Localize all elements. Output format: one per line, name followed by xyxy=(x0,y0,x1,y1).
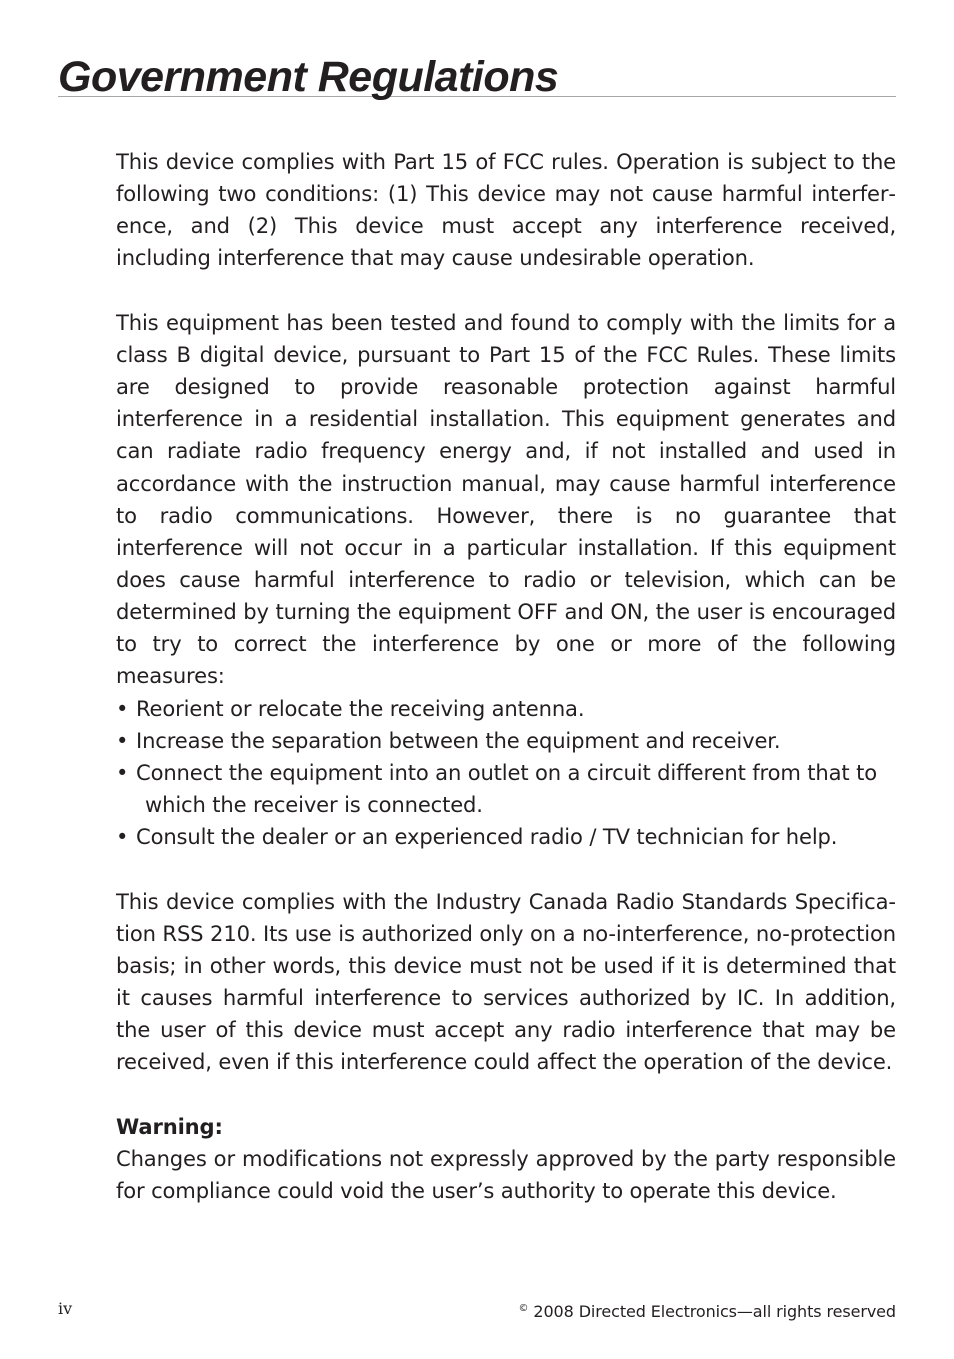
bullet-icon: • xyxy=(116,695,129,721)
copyright-symbol: © xyxy=(518,1303,529,1314)
industry-canada-paragraph: This device complies with the Industry Canada Radio Standards Specification RSS 210. Its use is authorized only on a no-interference, no-protection basis; in other words, this device must not be used if it is determined that it causes harmful interference to services authorized by IC. In addition, the user of this device must accept any radio interference that may be received, even if this interference could affect the operation of the device. xyxy=(116,888,896,1075)
list-item xyxy=(116,725,896,757)
list-item xyxy=(116,821,896,853)
list-item xyxy=(116,693,896,725)
measures-list xyxy=(116,693,896,854)
list-item-text: Consult the dealer or an experienced radio / TV technician for help. xyxy=(136,824,838,850)
page-header xyxy=(58,52,896,101)
page-number: iv xyxy=(58,1299,73,1318)
page-body xyxy=(116,146,896,1207)
paragraph-spacer xyxy=(116,1079,896,1111)
fcc-compliance-paragraph: This device complies with Part 15 of FCC rules. Operation is subject to the following two conditions: (1) This device may not cause harmful interference, and (2) This device must accept any interference received, including interference that may cause undesirable operation. xyxy=(116,149,896,271)
list-item-text: Connect the equipment into an outlet on a circuit different from that to xyxy=(136,759,877,785)
list-item-continuation: which the receiver is connected. xyxy=(145,792,483,818)
bullet-icon: • xyxy=(116,759,129,785)
page-title: Government Regulations xyxy=(58,53,559,101)
bullet-icon: • xyxy=(116,824,129,850)
list-item-text: Reorient or relocate the receiving antenna. xyxy=(136,695,585,721)
class-b-paragraph: This equipment has been tested and found to comply with the limits for a class B digital device, pursuant to Part 15 of the FCC Rules. These limits are designed to provide reasonable protection against harmful interference in a residential installation. This equipment generates and can radiate radio frequency energy and, if not installed and used in accordance with the instruction manual, may cause harmful interference to radio communications. However, there is no guarantee that interference will not occur in a particular installation. If this equipment does cause harmful interference to radio or television, which can be determined by turning the equipment OFF and ON, the user is encouraged to try to correct the interference by one or more of the following measures: xyxy=(116,309,896,689)
bullet-icon: • xyxy=(116,727,129,753)
paragraph-spacer xyxy=(116,853,896,885)
footer-copyright xyxy=(519,1299,897,1322)
list-item-text: Increase the separation between the equipment and receiver. xyxy=(136,727,781,753)
warning-text: Changes or modifications not expressly approved by the party responsible for compliance could void the user’s authority to operate this device. xyxy=(116,1145,896,1203)
paragraph-spacer xyxy=(116,275,896,307)
list-item xyxy=(116,757,896,821)
warning-label: Warning: xyxy=(116,1113,223,1139)
copyright-text: 2008 Directed Electronics—all rights reserved xyxy=(528,1302,896,1321)
